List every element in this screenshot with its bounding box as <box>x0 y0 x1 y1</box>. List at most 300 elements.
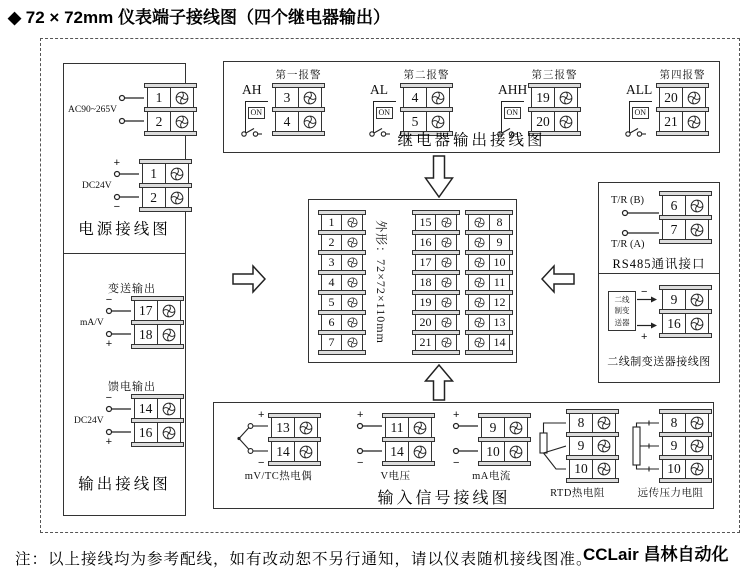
relay-group-4 <box>622 67 709 136</box>
screw-icon <box>427 88 449 107</box>
volt-bottom-sign: − <box>357 457 364 469</box>
footer-note: 注：以上接线均为参考配线，如有改动恕不另行通知，请以仪表随机接线图准。 <box>15 551 593 568</box>
transmitter-bottom-sign: + <box>641 331 648 343</box>
terminal-row <box>134 423 181 442</box>
screw-icon <box>690 439 704 453</box>
terminal-cap <box>478 461 531 466</box>
screw-icon <box>436 235 456 250</box>
terminal-number: 8 <box>570 414 593 432</box>
terminal-number: 8 <box>496 215 503 229</box>
terminal-number: 10 <box>493 255 506 269</box>
terminal-number: 16 <box>416 235 436 250</box>
relay-on-label: ON <box>376 107 393 119</box>
comm-section-box <box>598 182 720 383</box>
transmitter-box-line: 二线 <box>614 295 630 304</box>
terminal-number: 11 <box>386 418 409 437</box>
relay-4-tag: ALL <box>626 82 653 97</box>
arrow-down-icon <box>424 155 454 198</box>
terminal-row <box>271 442 318 461</box>
transmit-output-label: mA/V <box>80 317 104 328</box>
wire-lead-icon <box>118 93 144 103</box>
wire-lead-icon <box>113 169 139 179</box>
screw-icon <box>413 445 427 459</box>
terminal-number: 18 <box>416 275 436 290</box>
terminal-row <box>468 275 510 290</box>
arrow-up-icon <box>424 364 454 401</box>
screw-icon <box>593 437 615 455</box>
screw-icon <box>690 416 704 430</box>
page-title: ◆ 72 × 72mm 仪表端子接线图（四个继电器输出） <box>8 8 390 27</box>
terminal-number: 21 <box>416 335 436 350</box>
terminal-number: 1 <box>143 164 166 183</box>
terminal-row <box>385 442 432 461</box>
terminal-number: 14 <box>386 442 409 461</box>
screw-icon <box>474 297 485 308</box>
terminal-row <box>662 220 709 239</box>
screw-icon <box>431 91 445 105</box>
section-divider <box>599 273 719 274</box>
terminal-cap <box>659 239 712 244</box>
amp-top-sign: + <box>453 409 460 421</box>
screw-icon <box>342 315 362 330</box>
terminal-column-1-7 <box>318 210 366 355</box>
terminal-row <box>415 275 457 290</box>
terminal-row <box>321 255 363 270</box>
terminal-cap <box>412 350 460 355</box>
dimension-label: 外形：72×72×110mm <box>374 220 388 344</box>
screw-icon <box>469 275 490 290</box>
terminal-number: 9 <box>482 418 505 437</box>
screw-icon <box>686 196 708 215</box>
screw-icon <box>441 237 452 248</box>
volt-top-sign: + <box>357 409 364 421</box>
terminal-row <box>134 399 181 418</box>
terminal-cap <box>131 344 184 349</box>
transmit-terminal-block <box>131 296 184 349</box>
rtd-group-label: RTD热电阻 <box>550 488 605 499</box>
screw-icon <box>441 337 452 348</box>
screw-icon <box>593 414 615 432</box>
output-section-label: 输出接线图 <box>78 476 171 493</box>
screw-icon <box>162 304 176 318</box>
arrow-right-icon <box>232 262 266 296</box>
relay-3-title: 第三报警 <box>531 70 578 81</box>
terminal-cap <box>144 131 197 136</box>
screw-icon <box>409 442 431 461</box>
screw-icon <box>299 421 313 435</box>
screw-icon <box>342 275 362 290</box>
screw-icon <box>509 445 523 459</box>
terminal-cap <box>382 461 435 466</box>
screw-icon <box>342 235 362 250</box>
amp-bottom-sign: − <box>453 457 460 469</box>
terminal-number: 19 <box>416 295 436 310</box>
screw-icon <box>474 257 485 268</box>
terminal-number: 6 <box>663 196 686 215</box>
screw-icon <box>597 462 611 476</box>
transmit-output-title: 变送输出 <box>108 283 156 295</box>
tc-terminal-block <box>268 413 321 466</box>
terminal-number: 15 <box>416 215 436 230</box>
terminal-cap <box>139 207 192 212</box>
feed-output-label: DC24V <box>74 415 104 426</box>
terminal-number: 10 <box>482 442 505 461</box>
relay-1-title: 第一报警 <box>275 70 322 81</box>
screw-icon <box>303 91 317 105</box>
screw-icon <box>436 335 456 350</box>
terminal-number: 20 <box>660 88 683 107</box>
screw-icon <box>690 462 704 476</box>
terminal-row <box>468 335 510 350</box>
terminal-number: 5 <box>404 112 427 131</box>
feed-output-group <box>74 394 184 447</box>
terminal-number: 3 <box>322 255 342 270</box>
terminal-number: 13 <box>493 315 506 329</box>
screw-icon <box>162 402 176 416</box>
terminal-row <box>134 301 181 320</box>
screw-icon <box>299 445 313 459</box>
terminal-row <box>321 335 363 350</box>
main-terminal-box <box>308 199 517 363</box>
terminal-row <box>662 414 709 432</box>
screw-icon <box>166 188 188 207</box>
terminal-row <box>142 188 189 207</box>
screw-icon <box>686 314 708 333</box>
screw-icon <box>431 115 445 129</box>
terminal-number: 2 <box>148 112 171 131</box>
terminal-column-15-21 <box>412 210 460 355</box>
screw-icon <box>683 88 705 107</box>
screw-icon <box>162 328 176 342</box>
screw-icon <box>295 442 317 461</box>
dc-bottom-sign: − <box>113 201 120 213</box>
terminal-number: 5 <box>322 295 342 310</box>
terminal-cap <box>318 350 366 355</box>
terminal-row <box>662 196 709 215</box>
terminal-number: 21 <box>660 112 683 131</box>
wire-lead-icon <box>621 208 659 218</box>
screw-icon <box>593 460 615 478</box>
relay-section-label: 继电器输出接线图 <box>397 132 546 149</box>
transmitter-terminal-block <box>659 285 712 338</box>
terminal-row <box>468 215 510 230</box>
ac-power-label: AC90~265V <box>68 104 117 115</box>
terminal-row <box>481 418 528 437</box>
arrow-left-icon <box>541 262 575 296</box>
terminal-number: 18 <box>135 325 158 344</box>
screw-icon <box>295 418 317 437</box>
feed-bottom-sign: + <box>105 436 112 448</box>
thermocouple-group <box>236 409 321 483</box>
screw-icon <box>441 277 452 288</box>
terminal-number: 16 <box>135 423 158 442</box>
wire-lead-icon <box>621 228 659 238</box>
relay-section-box <box>223 61 720 153</box>
screw-icon <box>686 460 708 478</box>
rs485-line-b-label: T/R (B) <box>611 195 644 206</box>
terminal-column-8-14 <box>465 210 513 355</box>
wire-lead-icon <box>105 404 131 414</box>
relay-4-title: 第四报警 <box>659 70 706 81</box>
terminal-row <box>662 460 709 478</box>
rtd-terminal-block <box>566 409 619 483</box>
terminal-number: 9 <box>663 290 686 309</box>
dc-power-leads <box>113 157 139 213</box>
screw-icon <box>690 317 704 331</box>
relay-2-title: 第二报警 <box>403 70 450 81</box>
terminal-number: 7 <box>322 335 342 350</box>
terminal-row <box>659 88 706 107</box>
screw-icon <box>597 439 611 453</box>
dc-power-group <box>68 159 192 212</box>
ac-power-leads <box>118 84 144 135</box>
screw-icon <box>171 88 193 107</box>
terminal-number: 1 <box>148 88 171 107</box>
feed-output-leads <box>105 392 131 448</box>
terminal-row <box>662 290 709 309</box>
rs485-section-label: RS485通讯接口 <box>612 257 706 271</box>
screw-icon <box>441 257 452 268</box>
terminal-number: 1 <box>322 215 342 230</box>
terminal-row <box>321 275 363 290</box>
terminal-number: 14 <box>493 335 506 349</box>
screw-icon <box>347 337 358 348</box>
terminal-row <box>569 414 616 432</box>
terminal-number: 7 <box>663 220 686 239</box>
screw-icon <box>690 199 704 213</box>
terminal-number: 14 <box>135 399 158 418</box>
screw-icon <box>686 414 708 432</box>
screw-icon <box>469 315 490 330</box>
terminal-row <box>662 314 709 333</box>
screw-icon <box>469 295 490 310</box>
terminal-row <box>531 88 578 107</box>
terminal-row <box>271 418 318 437</box>
power-section-label: 电源接线图 <box>78 221 171 238</box>
rtd-resistor-icon <box>536 409 566 481</box>
terminal-row <box>415 255 457 270</box>
screw-icon <box>162 426 176 440</box>
terminal-number: 12 <box>493 295 506 309</box>
screw-icon <box>347 317 358 328</box>
remote-pressure-group <box>629 409 712 500</box>
terminal-row <box>415 215 457 230</box>
terminal-row <box>468 255 510 270</box>
terminal-number: 13 <box>272 418 295 437</box>
transmitter-section-label: 二线制变送器接线图 <box>607 356 711 368</box>
screw-icon <box>509 421 523 435</box>
screw-icon <box>347 277 358 288</box>
relay-on-label: ON <box>248 107 265 119</box>
screw-icon <box>175 115 189 129</box>
screw-icon <box>299 88 321 107</box>
screw-icon <box>474 337 485 348</box>
terminal-number: 6 <box>322 315 342 330</box>
terminal-row <box>569 460 616 478</box>
screw-icon <box>469 335 490 350</box>
terminal-number: 2 <box>143 188 166 207</box>
screw-icon <box>469 235 490 250</box>
terminal-row <box>134 325 181 344</box>
terminal-number: 20 <box>416 315 436 330</box>
screw-icon <box>347 257 358 268</box>
terminal-row <box>142 164 189 183</box>
relay-1-tag: AH <box>242 82 262 97</box>
input-section-box <box>213 402 714 509</box>
power-section-box <box>63 63 186 254</box>
terminal-row <box>662 437 709 455</box>
relay-group-1 <box>238 67 325 136</box>
screw-icon <box>469 215 490 230</box>
transmitter-box-line: 制变 <box>614 306 630 316</box>
dc-top-sign: + <box>113 157 120 169</box>
terminal-number: 4 <box>276 112 299 131</box>
screw-icon <box>342 335 362 350</box>
feed-terminal-block <box>131 394 184 447</box>
terminal-number: 9 <box>663 437 686 455</box>
screw-icon <box>342 255 362 270</box>
screw-icon <box>166 164 188 183</box>
rs485-line-a-label: T/R (A) <box>611 239 645 250</box>
feed-output-title: 馈电输出 <box>108 381 156 393</box>
screw-icon <box>474 217 485 228</box>
terminal-row <box>468 235 510 250</box>
screw-icon <box>441 217 452 228</box>
screw-icon <box>342 295 362 310</box>
terminal-row <box>321 295 363 310</box>
screw-icon <box>441 297 452 308</box>
terminal-row <box>321 215 363 230</box>
terminal-row <box>481 442 528 461</box>
voltage-group <box>356 409 435 483</box>
screw-icon <box>686 220 708 239</box>
remote-terminal-block <box>659 409 712 483</box>
screw-icon <box>413 421 427 435</box>
terminal-number: 8 <box>663 414 686 432</box>
feed-top-sign: − <box>105 392 112 404</box>
screw-icon <box>347 297 358 308</box>
terminal-cap <box>465 350 513 355</box>
terminal-number: 4 <box>322 275 342 290</box>
ac-terminal-block <box>144 83 197 136</box>
terminal-row <box>415 315 457 330</box>
screw-icon <box>687 115 701 129</box>
tc-bottom-sign: − <box>258 457 265 469</box>
wire-lead-icon <box>118 116 144 126</box>
screw-icon <box>436 275 456 290</box>
screw-icon <box>690 293 704 307</box>
screw-icon <box>690 223 704 237</box>
screw-icon <box>441 317 452 328</box>
terminal-row <box>403 88 450 107</box>
output-section-box <box>63 253 186 516</box>
screw-icon <box>170 167 184 181</box>
screw-icon <box>559 115 573 129</box>
brand-watermark: CCLair 昌林自动化 <box>583 545 729 564</box>
terminal-number: 11 <box>493 275 506 289</box>
relay-3-tag: AHH <box>498 82 528 97</box>
tc-group-label: mV/TC热电偶 <box>244 471 313 482</box>
screw-icon <box>469 255 490 270</box>
terminal-number: 9 <box>570 437 593 455</box>
screw-icon <box>171 112 193 131</box>
relay-group-2 <box>366 67 453 136</box>
screw-icon <box>505 418 527 437</box>
terminal-cap <box>659 478 712 483</box>
amp-terminal-block <box>478 413 531 466</box>
dc-power-label: DC24V <box>82 180 112 191</box>
terminal-number: 19 <box>532 88 555 107</box>
arrow-right-small-icon <box>637 321 657 330</box>
screw-icon <box>303 115 317 129</box>
terminal-row <box>415 335 457 350</box>
screw-icon <box>409 418 431 437</box>
arrow-right-small-icon <box>637 295 657 304</box>
terminal-number: 14 <box>272 442 295 461</box>
screw-icon <box>474 277 485 288</box>
terminal-number: 2 <box>322 235 342 250</box>
terminal-number: 3 <box>276 88 299 107</box>
screw-icon <box>686 437 708 455</box>
relay-on-label: ON <box>504 107 521 119</box>
transmitter-top-sign: − <box>641 286 648 298</box>
terminal-number: 4 <box>404 88 427 107</box>
terminal-row <box>385 418 432 437</box>
ac-power-group <box>68 83 197 136</box>
screw-icon <box>158 325 180 344</box>
terminal-row <box>147 112 194 131</box>
terminal-cap <box>131 442 184 447</box>
terminal-cap <box>659 333 712 338</box>
transmit-output-group <box>80 296 184 349</box>
terminal-row <box>321 315 363 330</box>
screw-icon <box>555 88 577 107</box>
transmit-output-leads <box>105 294 131 350</box>
tc-top-sign: + <box>258 409 265 421</box>
two-wire-transmitter-box <box>608 291 636 331</box>
screw-icon <box>347 237 358 248</box>
screw-icon <box>687 91 701 105</box>
screw-icon <box>342 215 362 230</box>
transmitter-box-line: 送器 <box>614 317 630 327</box>
rs485-terminal-block <box>659 191 712 244</box>
terminal-number: 17 <box>416 255 436 270</box>
screw-icon <box>158 423 180 442</box>
terminal-number: 9 <box>496 235 503 249</box>
screw-icon <box>436 295 456 310</box>
terminal-number: 17 <box>135 301 158 320</box>
terminal-cap <box>268 461 321 466</box>
terminal-row <box>468 315 510 330</box>
dc-terminal-block <box>139 159 192 212</box>
screw-icon <box>474 237 485 248</box>
terminal-number: 10 <box>663 460 686 478</box>
transmit-top-sign: − <box>105 294 113 306</box>
terminal-row <box>415 235 457 250</box>
screw-icon <box>686 290 708 309</box>
relay-groups <box>238 67 709 136</box>
screw-icon <box>158 301 180 320</box>
terminal-row <box>468 295 510 310</box>
remote-group-label: 远传压力电阻 <box>637 488 704 499</box>
terminal-cap <box>566 478 619 483</box>
terminal-row <box>275 88 322 107</box>
current-group <box>452 409 531 483</box>
screw-icon <box>170 191 184 205</box>
terminal-row <box>147 88 194 107</box>
relay-on-label: ON <box>632 107 649 119</box>
screw-icon <box>597 416 611 430</box>
